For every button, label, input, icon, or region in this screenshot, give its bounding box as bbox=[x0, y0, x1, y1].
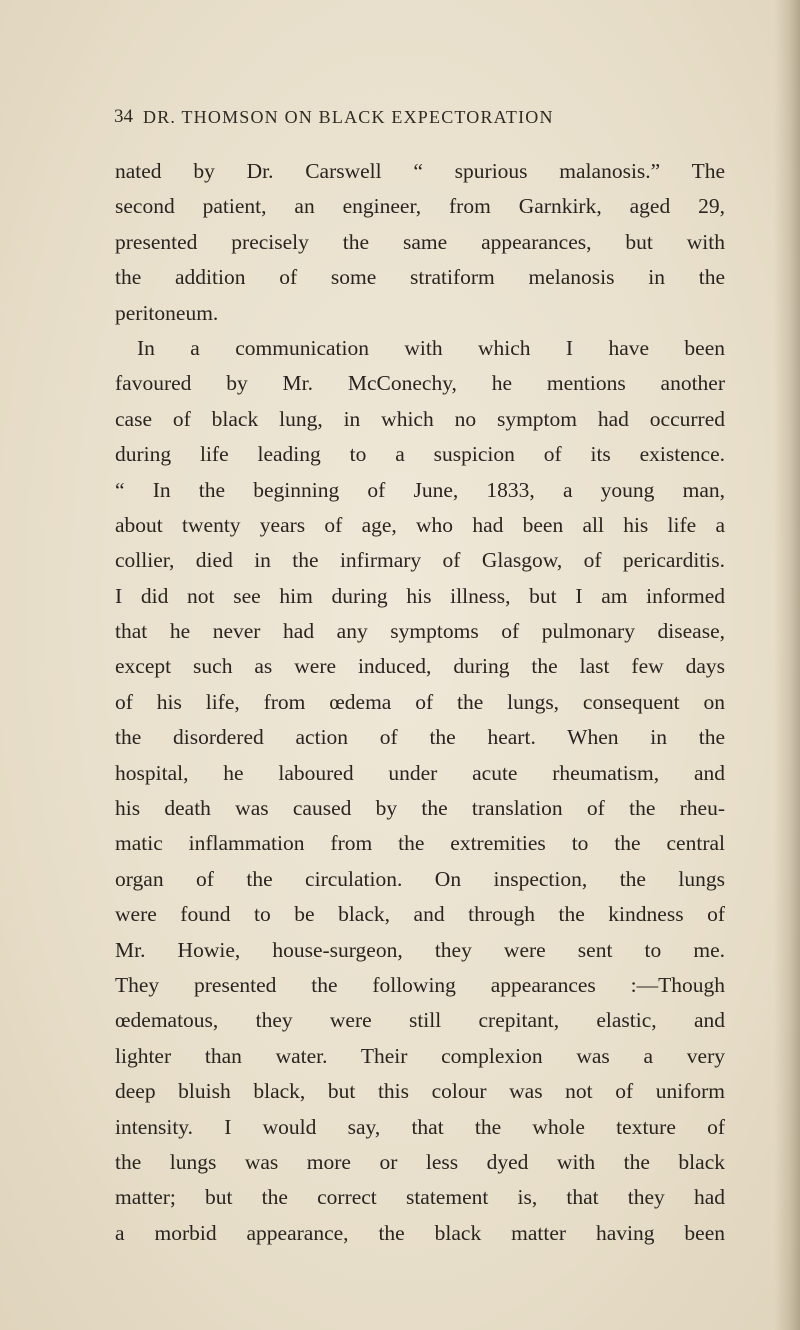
text-line: nated by Dr. Carswell “ spurious malanosis.” The bbox=[115, 159, 725, 183]
text-line: peritoneum. bbox=[115, 300, 219, 325]
text-line: “ In the beginning of June, 1833, a young man, bbox=[115, 477, 725, 502]
text-line: They presented the following appearances :—Though bbox=[115, 972, 725, 997]
text-line: during life leading to a suspicion of its existence. bbox=[115, 442, 725, 467]
page-number: 34 bbox=[114, 106, 133, 127]
text-line: Mr. Howie, house-surgeon, they were sent to me. bbox=[115, 937, 725, 962]
text-line: presented precisely the same appearances, but with bbox=[115, 229, 725, 254]
running-head bbox=[114, 106, 724, 140]
text-line: that he never had any symptoms of pulmonary disease, bbox=[115, 619, 725, 644]
text-line: favoured by Mr. McConechy, he mentions another bbox=[115, 371, 725, 396]
text-line: hospital, he laboured under acute rheumatism, and bbox=[115, 760, 725, 785]
running-head-title: DR. THOMSON ON BLACK EXPECTORATION bbox=[143, 107, 554, 127]
text-line: organ of the circulation. On inspection, the lungs bbox=[115, 866, 725, 891]
text-line: the disordered action of the heart. When in the bbox=[115, 725, 725, 750]
text-line: except such as were induced, during the last few days bbox=[115, 654, 725, 679]
text-line: about twenty years of age, who had been all his life a bbox=[115, 512, 725, 537]
text-line: In a communication with which I have been bbox=[137, 335, 725, 360]
text-line: were found to be black, and through the kindness of bbox=[115, 902, 725, 927]
text-line: œdematous, they were still crepitant, elastic, and bbox=[115, 1008, 725, 1033]
text-line: the addition of some stratiform melanosis in the bbox=[115, 265, 725, 290]
text-line: a morbid appearance, the black matter having been bbox=[115, 1220, 725, 1245]
text-line: matter; but the correct statement is, that they had bbox=[115, 1185, 725, 1210]
text-line: the lungs was more or less dyed with the black bbox=[115, 1149, 725, 1174]
text-line: collier, died in the infirmary of Glasgow, of pericarditis. bbox=[115, 548, 725, 573]
text-line: of his life, from œdema of the lungs, consequent on bbox=[115, 689, 725, 714]
text-line: second patient, an engineer, from Garnkirk, aged 29, bbox=[115, 194, 725, 219]
text-line: I did not see him during his illness, but I am informed bbox=[115, 583, 725, 608]
text-line: case of black lung, in which no symptom had occurred bbox=[115, 406, 725, 431]
text-line: matic inflammation from the extremities to the central bbox=[115, 831, 725, 856]
body-text bbox=[115, 154, 725, 1251]
text-line: lighter than water. Their complexion was a very bbox=[115, 1043, 725, 1068]
text-line: deep bluish black, but this colour was not of uniform bbox=[115, 1079, 725, 1104]
text-line: intensity. I would say, that the whole texture of bbox=[115, 1114, 725, 1139]
text-line: his death was caused by the translation of the rheu- bbox=[115, 796, 725, 821]
page-edge-shadow bbox=[774, 0, 800, 1330]
